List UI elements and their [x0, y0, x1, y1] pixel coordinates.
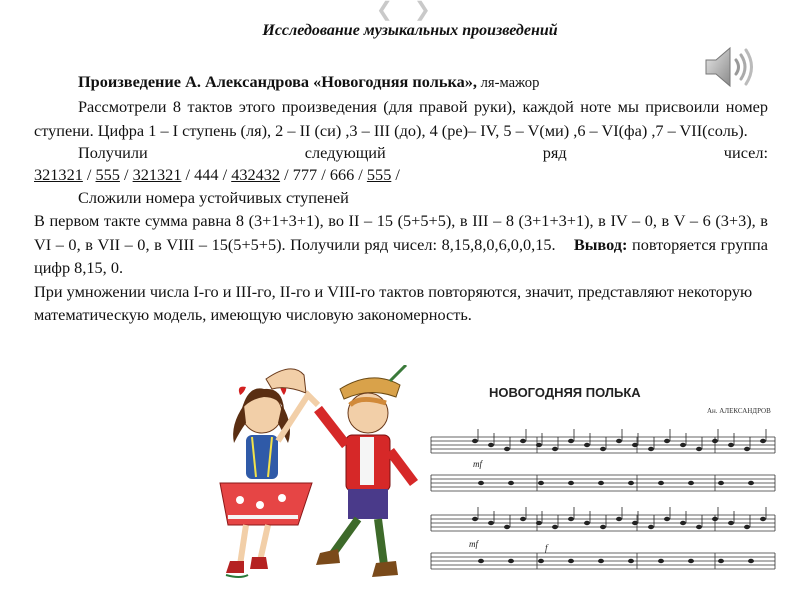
- note-head: [718, 481, 724, 485]
- note-head: [520, 517, 526, 521]
- note-head: [488, 521, 494, 525]
- slide-title: Исследование музыкальных произведений: [262, 22, 558, 39]
- sequence-group: 555: [366, 164, 392, 184]
- note-head: [472, 439, 478, 443]
- paragraph-method: Рассмотрели 8 тактов этого произведения (для правой руки), каждой ноте мы присвоили номер ступени. Цифра 1 – I ступень (ля), 2 – II (си) ,3 – III (до), 4 (ре)– IV, 5 – V(ми) ,6 – VI(фа) ,7 – VII(соль).: [34, 97, 768, 140]
- girl-figure: [220, 369, 312, 577]
- note-head: [504, 525, 510, 529]
- piece-key: ля-мажор: [476, 75, 540, 91]
- note-head: [648, 525, 654, 529]
- note-head: [600, 525, 606, 529]
- note-head: [658, 559, 664, 563]
- paragraph-piece: [34, 70, 768, 95]
- paragraph-calculation: [34, 209, 768, 279]
- note-head: [658, 481, 664, 485]
- paragraph-result: Получили следующий ряд чисел:: [78, 143, 768, 163]
- note-head: [552, 525, 558, 529]
- note-head: [616, 439, 622, 443]
- note-head: [760, 517, 766, 521]
- sequence-separator: /: [82, 164, 96, 184]
- sequence-separator: /: [391, 164, 400, 184]
- note-head: [664, 439, 670, 443]
- score-composer: Ан. АЛЕКСАНДРОВ: [707, 407, 771, 415]
- sequence-group: 321321: [132, 164, 182, 184]
- sequence-separator: / 444 /: [181, 164, 232, 184]
- sequence-separator: /: [119, 164, 133, 184]
- sequence-group: 555: [95, 164, 120, 184]
- note-head: [632, 443, 638, 447]
- note-head: [488, 443, 494, 447]
- dynamic-marking: mf: [473, 459, 482, 469]
- conclusion-text: повторяется группа цифр 8,15, 0.: [34, 234, 768, 278]
- piece-name: Произведение А. Александрова «Новогодняя полька»,: [78, 72, 477, 91]
- note-head: [760, 439, 766, 443]
- note-head: [712, 517, 718, 521]
- note-head: [538, 559, 544, 563]
- note-head: [696, 525, 702, 529]
- dynamic-marking: f: [545, 543, 548, 553]
- note-head: [598, 559, 604, 563]
- sequence-group: 432432: [231, 164, 281, 184]
- note-head: [478, 481, 484, 485]
- score-title: НОВОГОДНЯЯ ПОЛЬКА: [489, 385, 641, 400]
- note-head: [616, 517, 622, 521]
- note-head: [632, 521, 638, 525]
- boy-figure: [316, 365, 414, 577]
- note-head: [718, 559, 724, 563]
- note-head: [538, 481, 544, 485]
- note-head: [712, 439, 718, 443]
- calculation-text: В первом такте сумма равна 8 (3+1+3+1), во II – 15 (5+5+5), в III – 8 (3+1+3+1), в IV – 0, в V – 6 (3+3), в VI – 0, в VII – 0, в VIII – 15(5+5+5). Получили ряд чисел: 8,15,8,0,6,0,0,15.: [34, 211, 768, 254]
- note-head: [744, 525, 750, 529]
- note-head: [504, 447, 510, 451]
- slide-body: [34, 70, 768, 326]
- note-head: [536, 521, 542, 525]
- sequence-separator: / 777 / 666 /: [280, 164, 367, 184]
- note-head: [600, 447, 606, 451]
- note-head: [584, 521, 590, 525]
- note-head: [648, 447, 654, 451]
- note-head: [744, 447, 750, 451]
- note-head: [748, 481, 754, 485]
- previous-slide-arrow[interactable]: ❮: [376, 0, 393, 21]
- note-head: [478, 559, 484, 563]
- note-head: [472, 517, 478, 521]
- note-head: [748, 559, 754, 563]
- conclusion-label: Вывод:: [573, 234, 628, 254]
- note-head: [536, 443, 542, 447]
- dancing-children-illustration: [200, 365, 425, 585]
- note-head: [508, 481, 514, 485]
- note-head: [728, 443, 734, 447]
- staff-system: [431, 437, 775, 569]
- note-head: [628, 481, 634, 485]
- note-head: [584, 443, 590, 447]
- note-head: [628, 559, 634, 563]
- dynamic-marking: mf: [469, 539, 478, 549]
- note-head: [568, 559, 574, 563]
- paragraph-multiplication: При умножении числа I-го и III-го, II-го и VIII-го тактов повторяются, значит, представляют некоторую математическую модель, имеющую числовую закономерность.: [34, 281, 753, 325]
- note-head: [598, 481, 604, 485]
- next-slide-arrow[interactable]: ❯: [414, 0, 431, 21]
- note-head: [520, 439, 526, 443]
- note-head: [728, 521, 734, 525]
- note-head: [568, 439, 574, 443]
- sequence-group: 321321: [34, 164, 83, 184]
- number-sequence: [34, 163, 768, 186]
- note-head: [508, 559, 514, 563]
- note-head: [568, 517, 574, 521]
- note-head: [568, 481, 574, 485]
- paragraph-sum: Сложили номера устойчивых ступеней: [78, 188, 349, 208]
- note-head: [680, 443, 686, 447]
- note-head: [696, 447, 702, 451]
- note-head: [688, 559, 694, 563]
- note-head: [664, 517, 670, 521]
- sheet-music: [425, 375, 780, 590]
- note-head: [680, 521, 686, 525]
- note-head: [688, 481, 694, 485]
- note-head: [552, 447, 558, 451]
